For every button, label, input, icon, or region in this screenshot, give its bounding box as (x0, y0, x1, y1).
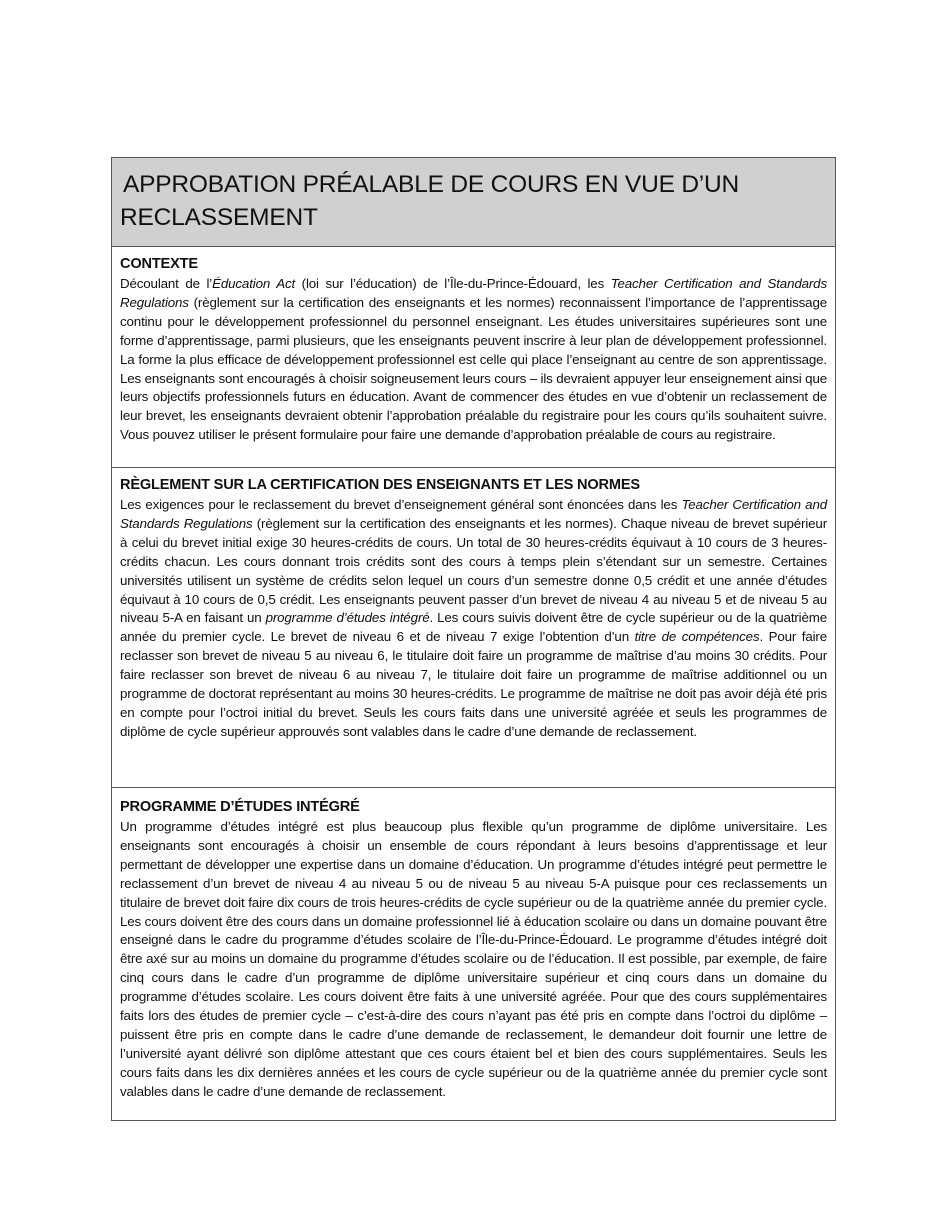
title-line-2: RECLASSEMENT (120, 204, 318, 231)
section-contexte (112, 247, 835, 467)
document-frame (111, 157, 836, 1121)
reglement-text-3: . Les cours suivis doivent être de cycle supérieur ou de la quatrième année du premier cycle. Le brevet de niveau 6 et de niveau 7 exige l’obtention d’un (120, 610, 827, 645)
reglement-italic-titre: titre de compétences (634, 629, 760, 645)
heading-reglement: RÈGLEMENT SUR LA CERTIFICATION DES ENSEIGNANTS ET LES NORMES (120, 477, 640, 493)
paragraph-reglement (120, 496, 827, 742)
reglement-text-4: . Pour faire reclasser son brevet de niveau 5 au niveau 6, le titulaire doit faire un programme de maîtrise d’au moins 30 crédits. Pour faire reclasser son brevet de niveau 6 au niveau 7, le titulaire doit faire un programme de maîtrise additionnel ou un programme de doctorat représentant au moins 30 heures-crédits. Le programme de maîtrise ne doit pas avoir déjà été pris en compte pour l’octroi initial du brevet. Seuls les cours faits dans une université agréée et seuls les programmes de diplôme de cycle supérieur approuvés sont valables dans le cadre d’une demande de reclassement. (120, 629, 827, 739)
reglement-text-2: (règlement sur la certification des enseignants et les normes). Chaque niveau de brevet supérieur à celui du brevet initial exige 30 heures-crédits de cours. Un total de 30 heures-crédits équivaut à 10 cours de 3 heures-crédits chacun. Les cours donnant trois crédits sont des cours à temps plein s’étendant sur un semestre. Certaines universités utilisent un système de crédits selon lequel un cours d’un semestre donne 0,5 crédit et une année d’études équivaut à 10 cours de 0,5 crédit. Les enseignants peuvent passer d’un brevet de niveau 4 au niveau 5 et de niveau 5 au niveau 5-A en faisant un (120, 515, 827, 626)
contexte-text-2: (loi sur l’éducation) de l’Île-du-Prince-Édouard, les (295, 276, 611, 291)
section-programme (112, 787, 835, 1120)
contexte-text-1: Découlant de l’ (120, 276, 213, 291)
paragraph-contexte (120, 275, 827, 445)
reglement-italic-regulations: Teacher Certification and Standards Regulations (120, 497, 827, 531)
reglement-italic-programme: programme d’études intégré (265, 610, 430, 626)
contexte-italic-regulations: Teacher Certification and Standards Regulations (120, 276, 827, 310)
contexte-text-3: (règlement sur la certification des enseignants et les normes) reconnaissent l’importance de l’apprentissage continu pour le développement professionnel du personnel enseignant. Les études universitaires supérieures sont une forme d’apprentissage, parmi plusieurs, que les enseignants peuvent inscrire à leur plan de développement professionnel. La forme la plus efficace de développement professionnel est celle qui place l’enseignant au centre de son apprentissage. Les enseignants sont encouragés à choisir soigneusement leurs cours – ils devraient appuyer leur enseignement ainsi que leurs objectifs professionnels futurs en éducation. Avant de commencer des études en vue d’obtenir un reclassement de leur brevet, les enseignants devraient obtenir l’approbation préalable du registraire pour les cours qu’ils souhaitent suivre. Vous pouvez utiliser le présent formulaire pour faire une demande d’approbation préalable de cours au registraire. (120, 294, 827, 443)
paragraph-programme: Un programme d’études intégré est plus beaucoup plus flexible qu’un programme de diplôme universitaire. Les enseignants sont encouragés à choisir un ensemble de cours répondant à leurs besoins d’apprentissage et leur permettant de développer une expertise dans un domaine d’éducation. Un programme d’études intégré peut permettre le reclassement d’un brevet de niveau 4 au niveau 5 ou de niveau 5 au niveau 5-A puisque pour ces reclassements un titulaire de brevet doit faire dix cours de trois heures-crédits de cycle supérieur ou de la quatrième année du premier cycle. Les cours doivent être des cours dans un domaine professionnel lié à éducation scolaire ou dans un domaine pouvant être enseigné dans le cadre du programme d’études scolaire de l’Île-du-Prince-Édouard. Le programme d’études intégré doit être axé sur au moins un domaine du programme d’études scolaire ou de l’éducation. Il est possible, par exemple, de faire cinq cours dans le cadre d’un programme de diplôme universitaire supérieur et cinq cours dans un domaine du programme d’études scolaire. Les cours doivent être faits à une université agréée. Pour que des cours supplémentaires faits lors des études de premier cycle – c’est-à-dire des cours n’ayant pas été pris en compte dans l’octroi du diplôme – puissent être pris en compte dans le cadre d’une demande de reclassement, le demandeur doit fournir une lettre de l’université ayant délivré son diplôme attestant que ces cours étaient bel et bien des cours supplémentaires. Seuls les cours faits dans les dix dernières années et les cours de cycle supérieur ou de la quatrième année du premier cycle sont valables dans le cadre d’une demande de reclassement. (120, 819, 827, 1099)
document-title (112, 158, 835, 247)
title-line-1: APPROBATION PRÉALABLE DE COURS EN VUE D’UN (123, 171, 740, 198)
heading-programme: PROGRAMME D’ÉTUDES INTÉGRÉ (120, 799, 360, 815)
contexte-italic-education-act: Éducation Act (212, 276, 296, 291)
reglement-text-1: Les exigences pour le reclassement du brevet d’enseignement général sont énoncées dans les (120, 497, 682, 512)
heading-contexte: CONTEXTE (120, 256, 198, 272)
section-reglement (112, 467, 835, 787)
